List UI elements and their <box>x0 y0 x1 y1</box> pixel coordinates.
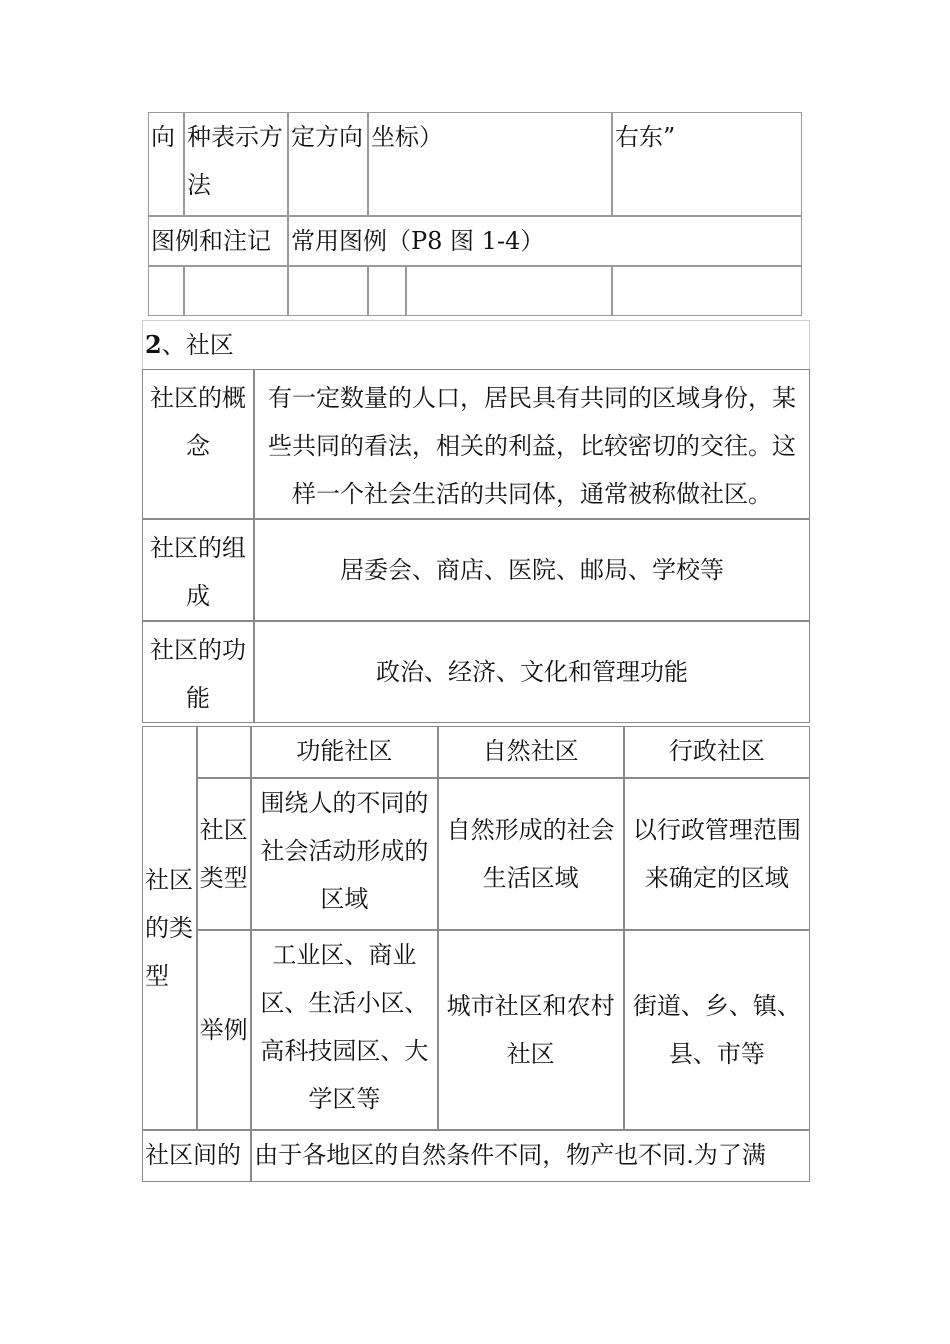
composition-text: 居委会、商店、医院、邮局、学校等 <box>254 519 810 621</box>
empty-cell <box>197 726 252 778</box>
function-label: 社区的功能 <box>142 621 254 723</box>
header-natural: 自然社区 <box>438 726 624 778</box>
header-admin: 行政社区 <box>624 726 810 778</box>
section-title: 社区 <box>185 331 234 359</box>
between-label: 社区间的 <box>142 1130 251 1182</box>
section-heading <box>142 320 810 369</box>
function-text: 政治、经济、文化和管理功能 <box>254 621 810 723</box>
cell-east: 右东” <box>612 112 802 216</box>
empty-cell <box>148 266 184 316</box>
cell-methods: 种表示方法 <box>184 112 288 216</box>
concept-label: 社区的概念 <box>142 369 254 519</box>
concept-text: 有一定数量的人口，居民具有共同的区域身份，某些共同的看法，相关的利益，比较密切的交往。这样一个社会生活的共同体，通常被称做社区。 <box>254 369 810 519</box>
empty-cell <box>612 266 802 316</box>
empty-cell <box>184 266 288 316</box>
type-natural: 自然形成的社会生活区域 <box>438 778 624 930</box>
legend-table <box>148 112 802 316</box>
empty-cell <box>368 266 406 316</box>
type-functional: 围绕人的不同的社会活动形成的区域 <box>251 778 437 930</box>
community-types-table <box>142 726 810 1182</box>
empty-cell <box>406 266 612 316</box>
cell-direction: 向 <box>148 112 184 216</box>
cell-coords: 坐标） <box>368 112 612 216</box>
cell-legend-text: 常用图例（P8 图 1-4） <box>288 216 802 266</box>
community-table <box>142 320 810 723</box>
empty-cell <box>288 266 368 316</box>
type-admin: 以行政管理范围来确定的区域 <box>624 778 810 930</box>
composition-label: 社区的组成 <box>142 519 254 621</box>
cell-orient: 定方向 <box>288 112 368 216</box>
between-text: 由于各地区的自然条件不同，物产也不同.为了满 <box>251 1130 810 1182</box>
example-row-label: 举例 <box>197 930 252 1130</box>
section-number: 2 <box>145 330 162 359</box>
example-natural: 城市社区和农村社区 <box>438 930 624 1130</box>
section-sep: 、 <box>161 331 186 359</box>
example-admin: 街道、乡、镇、县、市等 <box>624 930 810 1130</box>
cell-legend-label: 图例和注记 <box>148 216 288 266</box>
header-functional: 功能社区 <box>251 726 437 778</box>
type-row-label: 社区类型 <box>197 778 252 930</box>
types-label: 社区的类型 <box>142 726 197 1130</box>
example-functional: 工业区、商业区、生活小区、高科技园区、大学区等 <box>251 930 437 1130</box>
